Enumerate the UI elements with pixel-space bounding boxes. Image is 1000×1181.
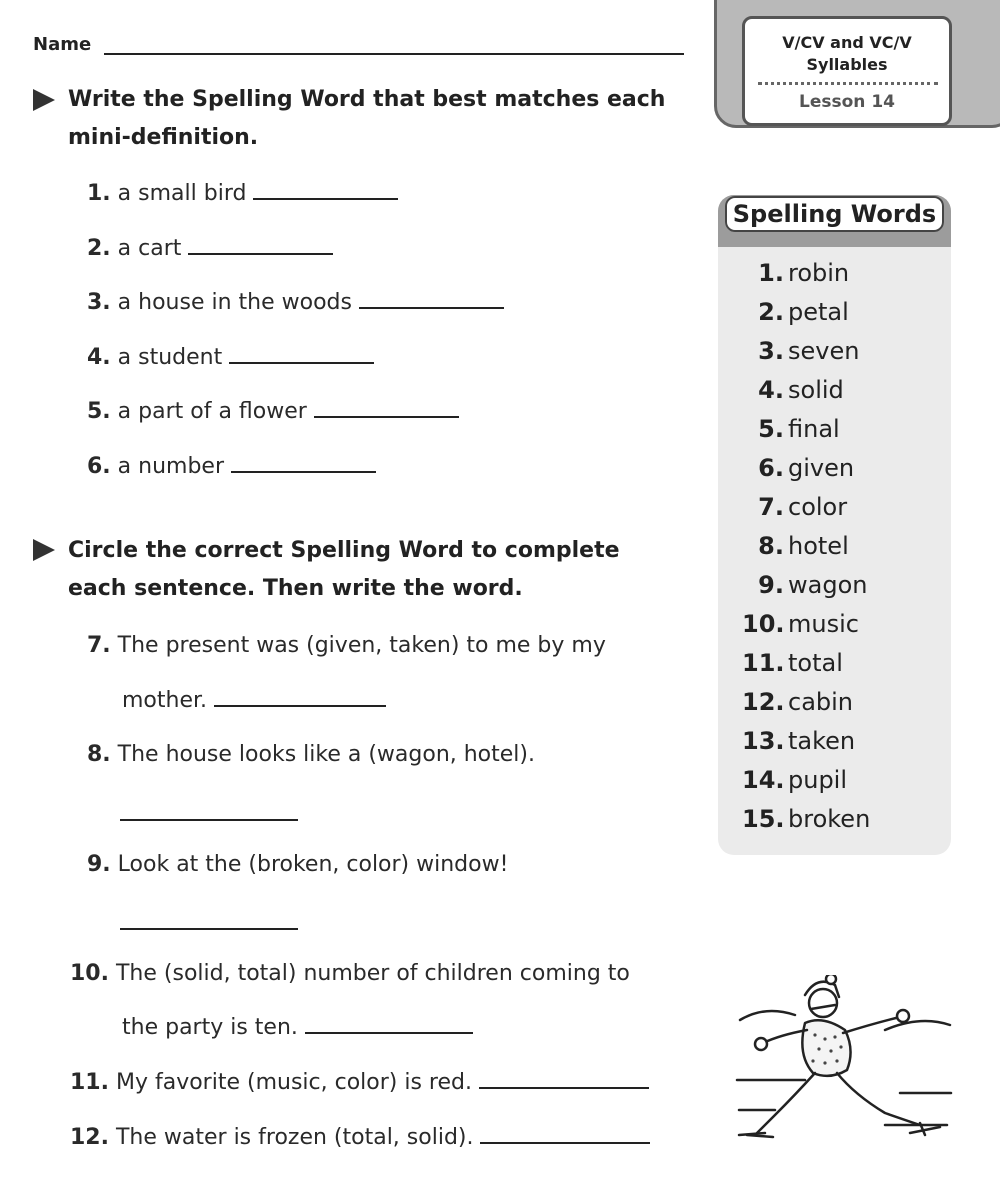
word-number: 13. [742, 727, 785, 755]
answer-blank[interactable] [359, 307, 504, 309]
question-11 [70, 1069, 649, 1097]
question-text: Look at the (broken, color) window! [117, 852, 509, 877]
word-number: 14. [742, 766, 785, 794]
question-text: a house in the woods [117, 290, 352, 315]
question-text: a small bird [117, 181, 247, 206]
answer-blank[interactable] [231, 471, 376, 473]
answer-blank[interactable] [253, 198, 398, 200]
word-text: robin [788, 259, 850, 287]
spelling-word [742, 336, 942, 375]
answer-blank[interactable] [479, 1087, 649, 1089]
spelling-word [742, 765, 942, 804]
question-number: 8. [87, 742, 111, 767]
question-text: The (solid, total) number of children coming to [115, 961, 630, 986]
instruction-2-line1: Circle the correct Spelling Word to complete [68, 538, 620, 563]
word-text: taken [788, 727, 856, 755]
question-text: The water is frozen (total, solid). [115, 1125, 474, 1150]
question-12 [70, 1124, 650, 1152]
question-text: The house looks like a (wagon, hotel). [117, 742, 535, 767]
spelling-words-list [742, 258, 942, 843]
lesson-tab-divider [758, 82, 938, 85]
word-text: color [788, 493, 848, 521]
question-number: 2. [87, 236, 111, 261]
question-number: 3. [87, 290, 111, 315]
spelling-word [742, 609, 942, 648]
word-number: 5. [758, 415, 784, 443]
arrow-bullet-icon [33, 539, 55, 561]
instruction-1 [68, 81, 665, 157]
question-3 [87, 289, 504, 317]
word-text: total [788, 649, 843, 677]
question-text: a student [117, 345, 223, 370]
word-text: solid [788, 376, 844, 404]
answer-blank[interactable] [214, 705, 386, 707]
spelling-word [742, 726, 942, 765]
question-8 [87, 741, 535, 769]
question-10-continued [122, 1014, 473, 1042]
question-number: 5. [87, 399, 111, 424]
answer-blank[interactable] [120, 819, 298, 821]
word-number: 4. [758, 376, 784, 404]
word-text: wagon [788, 571, 868, 599]
word-text: pupil [788, 766, 848, 794]
answer-blank[interactable] [229, 362, 374, 364]
question-number: 6. [87, 454, 111, 479]
question-10 [70, 960, 630, 988]
word-number: 2. [758, 298, 784, 326]
question-number: 1. [87, 181, 111, 206]
question-number: 10. [70, 961, 109, 986]
name-label: Name [33, 34, 92, 55]
word-text: cabin [788, 688, 854, 716]
question-number: 7. [87, 633, 111, 658]
instruction-1-line2: mini-definition. [68, 125, 259, 150]
lesson-topic-line1: V/CV and VC/V [782, 33, 912, 52]
question-text: My favorite (music, color) is red. [115, 1070, 472, 1095]
lesson-number: Lesson 14 [799, 92, 895, 112]
spelling-word [742, 258, 942, 297]
word-text: hotel [788, 532, 849, 560]
instruction-2 [68, 532, 620, 608]
spelling-word [742, 687, 942, 726]
word-text: broken [788, 805, 871, 833]
ice-skater-illustration [735, 975, 953, 1160]
question-text: the party is ten. [122, 1015, 298, 1040]
question-1 [87, 180, 398, 208]
question-7 [87, 632, 606, 660]
word-number: 7. [758, 493, 784, 521]
question-2 [87, 235, 333, 263]
lesson-topic [742, 32, 952, 76]
word-number: 10. [742, 610, 785, 638]
spelling-word [742, 648, 942, 687]
word-text: seven [788, 337, 860, 365]
spelling-words-title [718, 200, 951, 228]
question-9 [87, 851, 508, 879]
question-4 [87, 344, 374, 372]
spelling-words-title-text: Spelling Words [725, 196, 944, 232]
question-number: 4. [87, 345, 111, 370]
question-text: a part of a flower [117, 399, 307, 424]
answer-blank[interactable] [480, 1142, 650, 1144]
lesson-topic-line2: Syllables [806, 55, 888, 74]
question-text: mother. [122, 688, 208, 713]
instruction-1-line1: Write the Spelling Word that best matches each [68, 87, 666, 112]
word-number: 6. [758, 454, 784, 482]
question-number: 11. [70, 1070, 109, 1095]
question-number: 12. [70, 1125, 109, 1150]
word-text: final [788, 415, 840, 443]
question-text: a number [117, 454, 225, 479]
word-text: music [788, 610, 859, 638]
answer-blank[interactable] [314, 416, 459, 418]
question-text: a cart [117, 236, 182, 261]
instruction-2-line2: each sentence. Then write the word. [68, 576, 523, 601]
question-text: The present was (given, taken) to me by my [117, 633, 606, 658]
word-number: 3. [758, 337, 784, 365]
arrow-bullet-icon [33, 89, 55, 111]
name-field[interactable] [104, 53, 684, 55]
spelling-word [742, 453, 942, 492]
spelling-word [742, 570, 942, 609]
word-number: 12. [742, 688, 785, 716]
word-number: 15. [742, 805, 785, 833]
spelling-word [742, 297, 942, 336]
spelling-word [742, 414, 942, 453]
answer-blank[interactable] [188, 253, 333, 255]
word-text: given [788, 454, 855, 482]
question-6 [87, 453, 376, 481]
word-number: 9. [758, 571, 784, 599]
question-7-continued [122, 687, 386, 715]
word-number: 8. [758, 532, 784, 560]
spelling-word [742, 492, 942, 531]
question-number: 9. [87, 852, 111, 877]
answer-blank[interactable] [120, 928, 298, 930]
word-number: 11. [742, 649, 785, 677]
spelling-word [742, 804, 942, 843]
answer-blank[interactable] [305, 1032, 473, 1034]
spelling-word [742, 531, 942, 570]
spelling-word [742, 375, 942, 414]
word-number: 1. [758, 259, 784, 287]
question-5 [87, 398, 459, 426]
word-text: petal [788, 298, 849, 326]
